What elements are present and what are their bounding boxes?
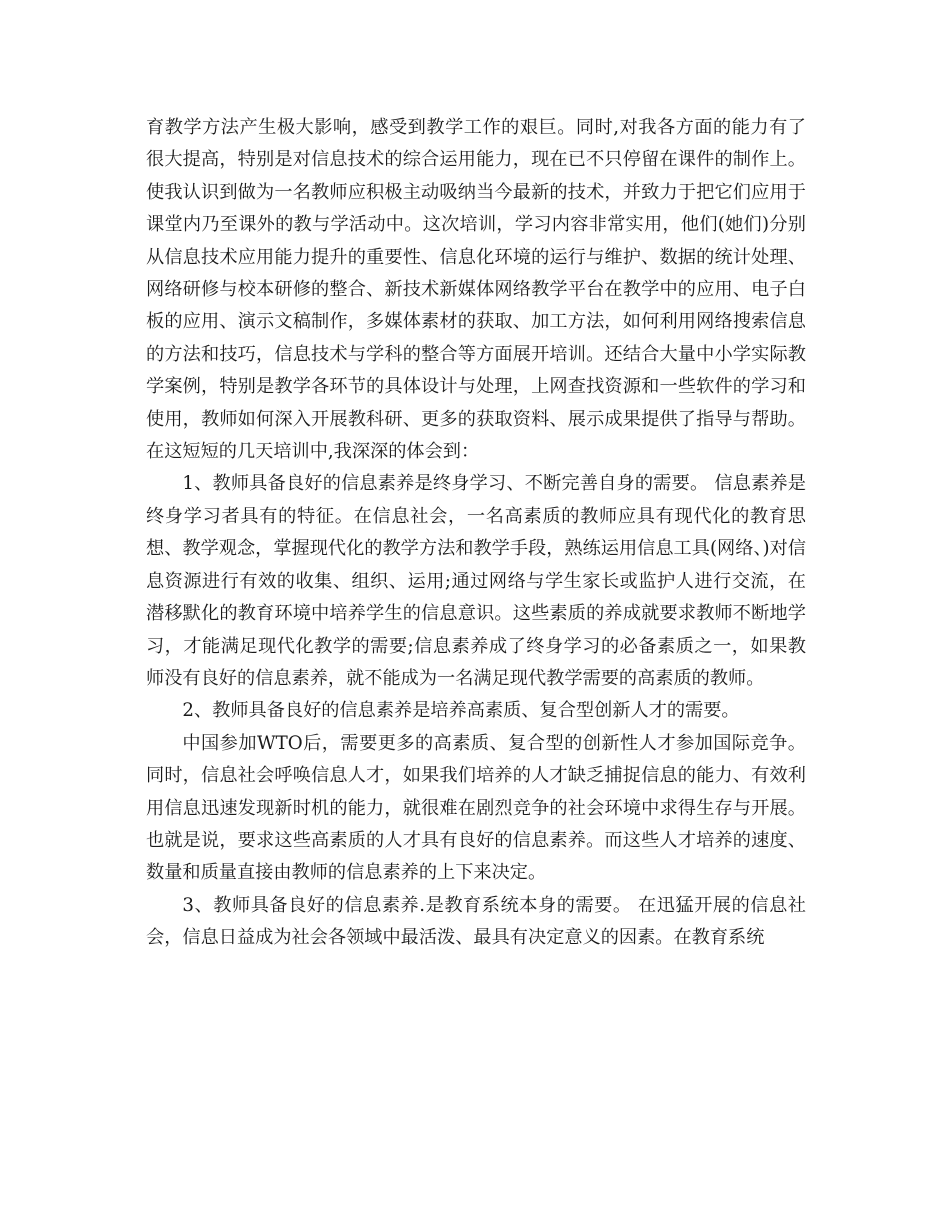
document-body (146, 112, 806, 955)
paragraph-point-1: 1、教师具备良好的信息素养是终身学习、不断完善自身的需要。 信息素养是终身学习者具有的特征。在信息社会，一名高素质的教师应具有现代化的教育思想、教学观念，掌握现代化的教学方法和教学手段，熟练运用信息工具(网络、)对信息资源进行有效的收集、组织、运用;通过网络与学生家长或监护人进行交流，在潜移默化的教育环境中培养学生的信息意识。这些素质的养成就要求教师不断地学习，才能满足现代化教学的需要;信息素养成了终身学习的必备素质之一，如果教师没有良好的信息素养，就不能成为一名满足现代教学需要的高素质的教师。 (146, 473, 806, 689)
paragraph-point-3: 3、教师具备良好的信息素养.是教育系统本身的需要。 在迅猛开展的信息社会，信息日益成为社会各领域中最活泼、最具有决定意义的因素。在教育系统 (146, 894, 806, 949)
paragraph-point-2: 2、教师具备良好的信息素养是培养高素质、复合型创新人才的需要。 (182, 700, 740, 722)
paragraph-continuation: 育教学方法产生极大影响，感受到教学工作的艰巨。同时,对我各方面的能力有了很大提高，特别是对信息技术的综合运用能力，现在已不只停留在课件的制作上。使我认识到做为一名教师应积极主动吸纳当今最新的技术，并致力于把它们应用于课堂内乃至课外的教与学活动中。这次培训，学习内容非常实用，他们(她们)分别从信息技术应用能力提升的重要性、信息化环境的运行与维护、数据的统计处理、网络研修与校本研修的整合、新技术新媒体网络教学平台在教学中的应用、电子白板的应用、演示文稿制作，多媒体素材的获取、加工方法，如何利用网络搜索信息的方法和技巧，信息技术与学科的整合等方面展开培训。还结合大量中小学实际教学案例，特别是教学各环节的具体设计与处理，上网查找资源和一些软件的学习和使用，教师如何深入开展教科研、更多的获取资料、展示成果提供了指导与帮助。在这短短的几天培训中,我深深的体会到： (146, 117, 806, 463)
paragraph-point-2-detail: 中国参加WTO后，需要更多的高素质、复合型的创新性人才参加国际竞争。同时，信息社会呼唤信息人才，如果我们培养的人才缺乏捕捉信息的能力、有效利用信息迅速发现新时机的能力，就很难在剧烈竞争的社会环境中求得生存与开展。也就是说，要求这些高素质的人才具有良好的信息素养。而这些人才培养的速度、数量和质量直接由教师的信息素养的上下来决定。 (146, 732, 806, 884)
